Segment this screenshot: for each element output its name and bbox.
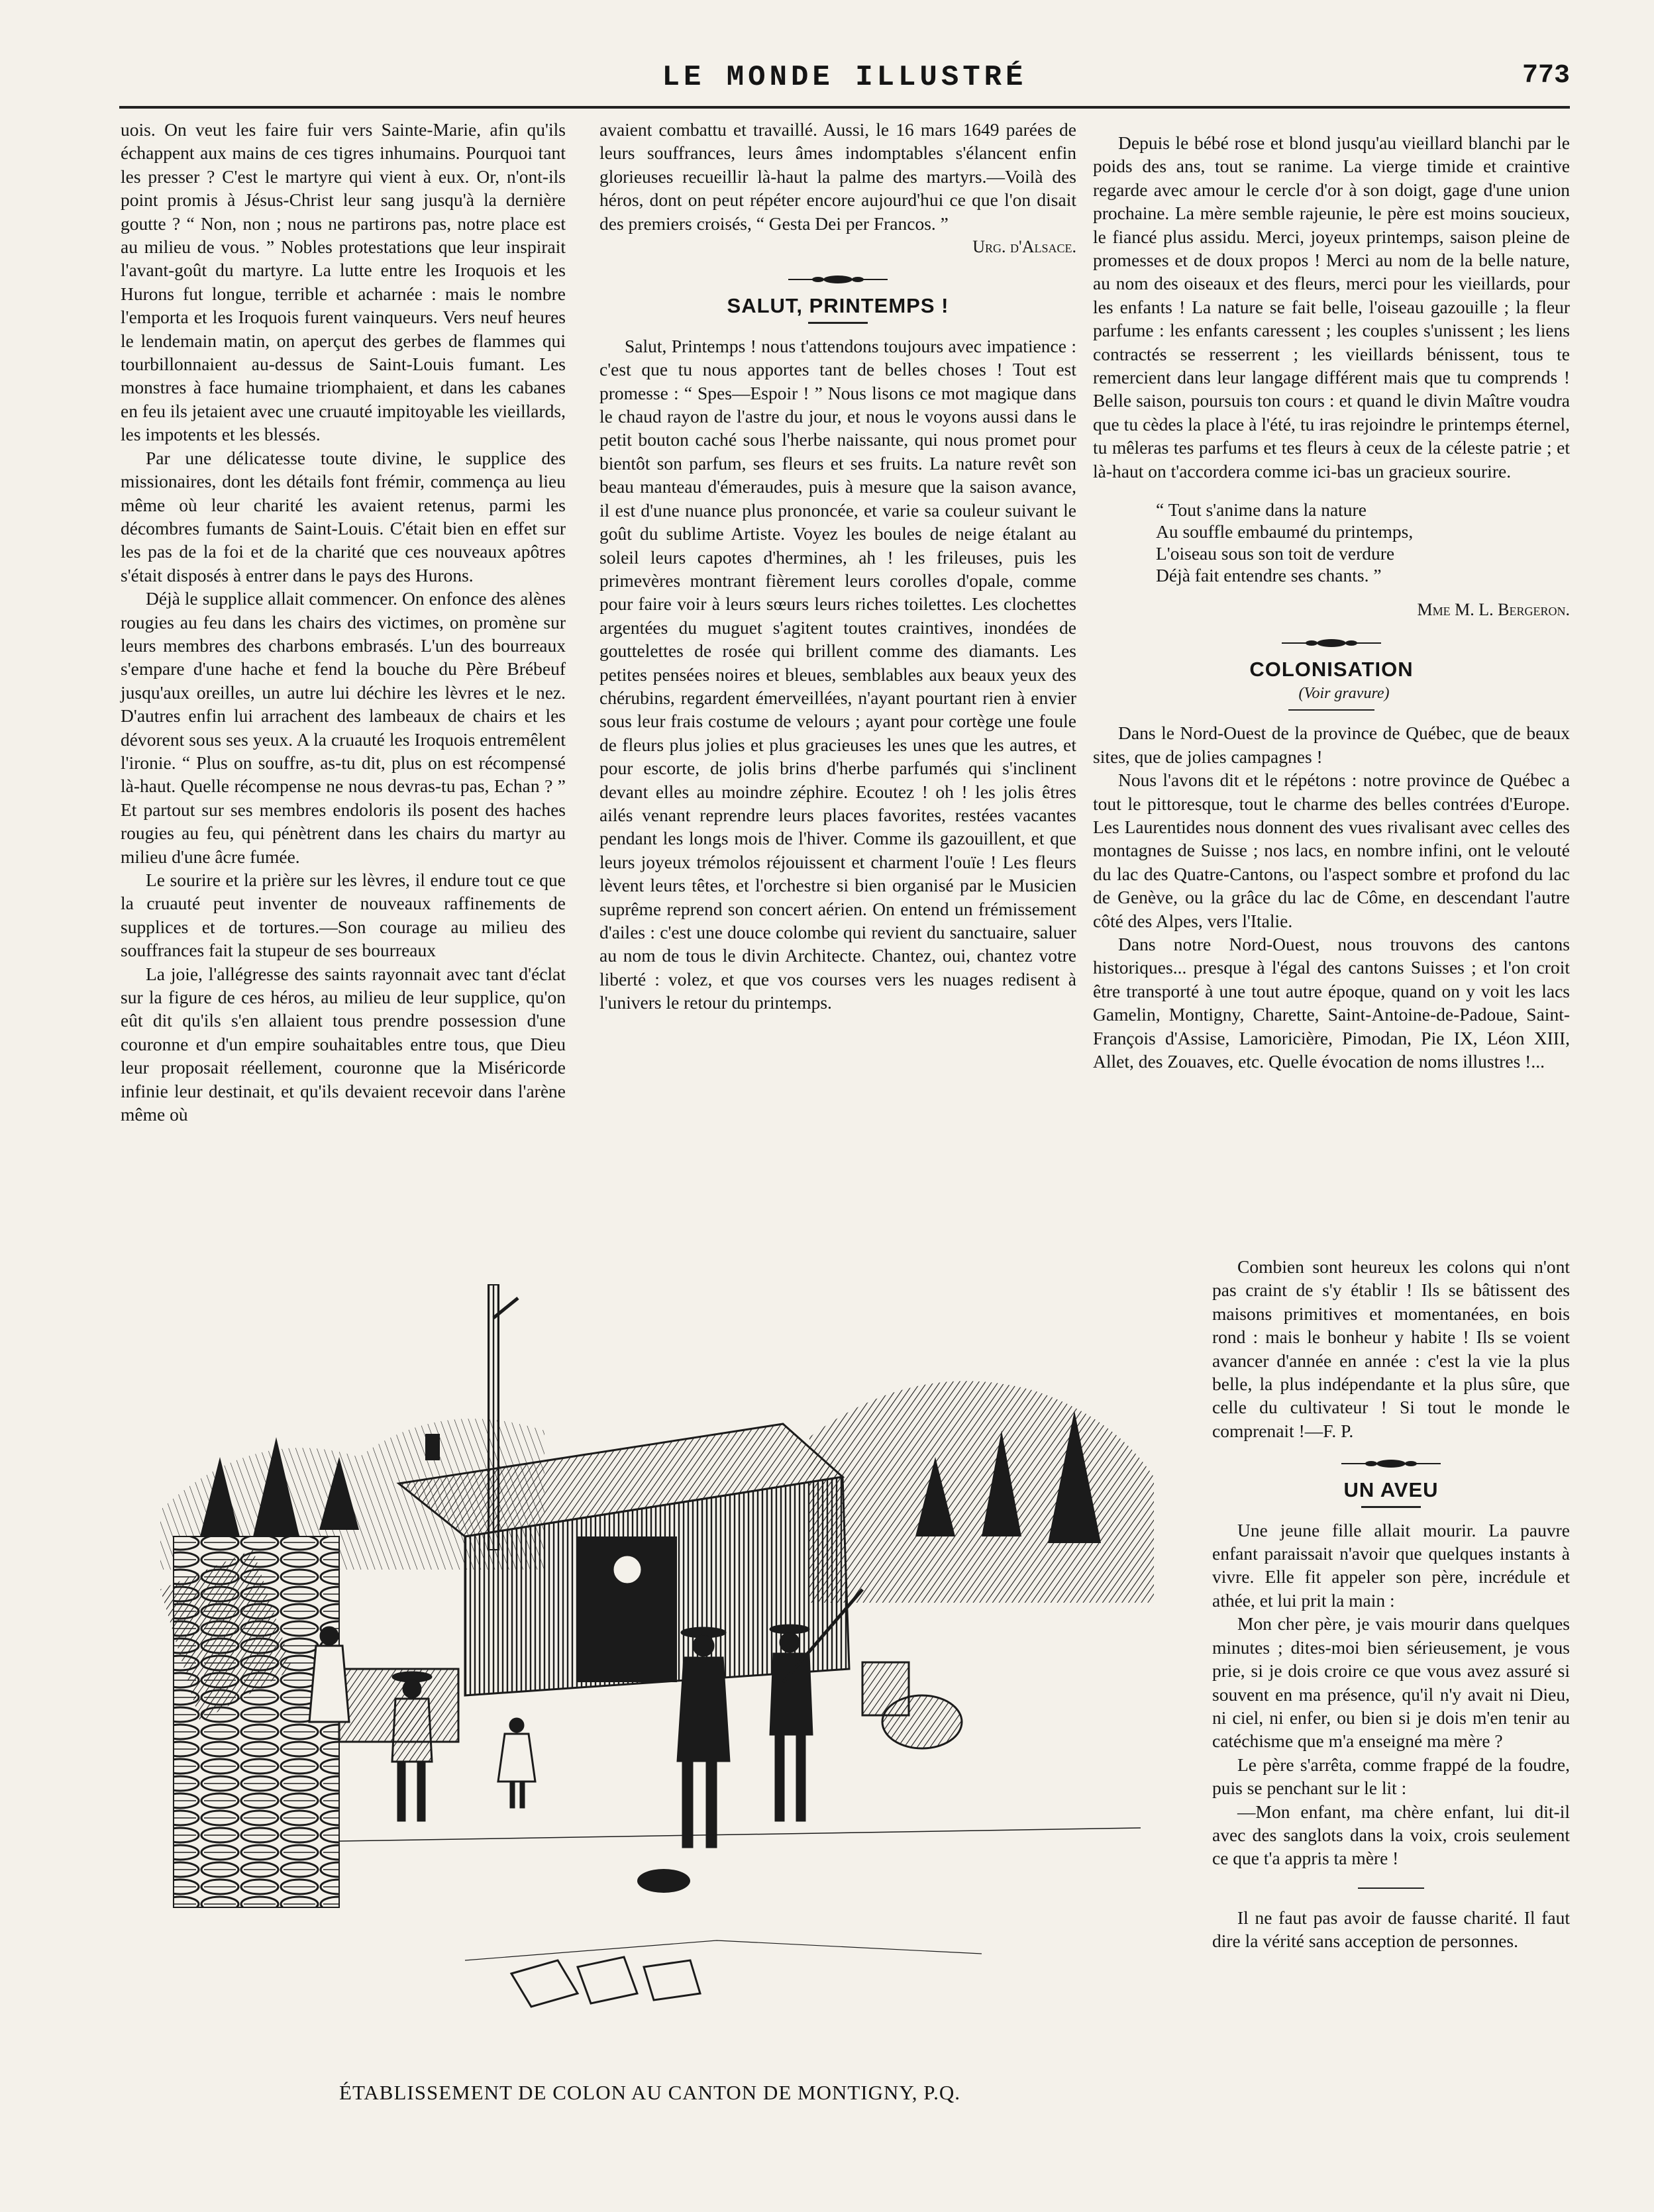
paragraph: Il ne faut pas avoir de fausse charité. Il faut dire la vérité sans acception de personnes.: [1212, 1907, 1570, 1952]
paragraph: Nous l'avons dit et le répétons : notre province de Québec a tout le pittoresque, tout le charme des belles contrées d'Europe. Les Laurentides nous donnent des vues rivalisant avec celles des montagnes de Suisse ; nos lacs, en nombre infini, ont le velouté du lac des Quatre-Cantons, ou l'aspect sombre et profond du lac de Genève, ou la grâce du lac de Côme, en descendant l'autre côté des Alpes, vers l'Italie.: [1093, 770, 1570, 931]
article-title: UN AVEU: [1343, 1478, 1439, 1502]
signature: Urg. d'Alsace.: [972, 237, 1076, 257]
paragraph: Déjà le supplice allait commencer. On enfonce des alènes rougies au feu dans les chairs des victimes, on promène sur leurs membres des charbons embrasés. L'un des bourreaux s'empare d'une hache et fend la bouche du Père Brébeuf jusqu'aux oreilles, un autre lui déchire les lèvres et le nez. D'autres enfin lui arrachent des lambeaux de chairs et les dévorent sous ses yeux. A la cruauté les Iroquois entremêlent l'ironie. “ Plus on souffre, as-tu dit, plus on est récompensé là-haut. Quelle récompense ne nous devras-tu pas, Echan ? ” Et partout sur ses membres endoloris ils posent des haches rougies au feu, qui pénètrent dans les chairs du martyr au milieu d'une âcre fumée.: [121, 588, 566, 867]
paragraph: Le sourire et la prière sur les lèvres, il endure tout ce que la cruauté peut inventer de nouveaux raffinements de supplices et de tortures.—Son courage au milieu des souffrances fait la stupeur de ses bourreaux: [121, 870, 566, 961]
column-3: [1093, 131, 1570, 1073]
plank: [511, 1960, 578, 2007]
chimney: [425, 1434, 440, 1460]
round-window: [613, 1555, 642, 1584]
paragraph: Depuis le bébé rose et blond jusqu'au vieillard blanchi par le poids des ans, tout se ranime. La vierge timide et craintive regarde avec amour le cercle d'or à son doigt, gage d'une union prochaine. La mère semble rajeunie, le père est moins soucieux, le fiancé plus assidu. Merci, joyeux printemps, saison pleine de promesses et de doux propos ! Merci au nom de la belle nature, au nom des oiseaux et des fleurs, merci pour les vieillards, pour les enfants ! La nature se fait belle, l'oiseau gazouille ; la fleur parfume : les enfants caressent ; les couples s'unissent ; les liens contractés se resserrent ; les vieillards bénissent, tous te remercient dans leur langage différent mais que tu comprends ! Belle saison, poursuis ton cours : et quand le divin Maître voudra que tu cèdes la place à l'été, tu iras rejoindre le printemps éternel, tu mêleras tes parfums et tes fleurs à ceux de la céleste patrie ; et là-haut on t'accordera comme ici-bas un gracieux sourire.: [1093, 132, 1570, 481]
masthead: [119, 60, 1570, 109]
paragraph: Une jeune fille allait mourir. La pauvre enfant paraissait n'avoir que quelques instants à vivre. Elle fit appeler son père, incrédule et athée, et lui prit la main :: [1212, 1519, 1570, 1611]
paragraph: Le père s'arrêta, comme frappé de la foudre, puis se penchant sur le lit :: [1212, 1754, 1570, 1799]
signature: Mme M. L. Bergeron.: [1417, 600, 1570, 620]
article-title: COLONISATION: [1249, 657, 1414, 681]
engraving-illustration: [121, 1258, 1179, 2046]
paragraph: Combien sont heureux les colons qui n'ont pas craint de s'y établir ! Ils se bâtissent des maisons primitives et momentanées, en bois rond : mais le bonheur y habite ! Ils se voient avancer d'année en année : c'est la vie la plus belle, la plus indépendante et la plus sûre, que celle du cultivateur ! Si tout le monde le comprenait !—F. P.: [1212, 1256, 1570, 1441]
plank: [644, 1960, 700, 2000]
plank: [578, 1957, 637, 2003]
short-rule: [1358, 1887, 1424, 1889]
column-3-lower: [1212, 1255, 1570, 1953]
poem-line: “ Tout s'anime dans la nature: [1156, 499, 1367, 521]
article-subtitle: (Voir gravure): [1298, 684, 1390, 702]
paragraph: Dans notre Nord-Ouest, nous trouvons des cantons historiques... presque à l'égal des cantons Suisses ; et l'on croit être transporté à une tout autre époque, quand on y voit les lacs Gamelin, Montigny, Charette, Saint-Antoine-de-Padoue, Saint-François d'Assise, Lamoricière, Pimodan, Pie IX, Léon XIII, Allet, des Zouaves, etc. Quelle évocation de noms illustres !...: [1093, 933, 1570, 1072]
poem-line: Déjà fait entendre ses chants. ”: [1156, 565, 1382, 586]
paragraph: avaient combattu et travaillé. Aussi, le 16 mars 1649 parées de leurs souffrances, leurs âmes indomptables s'élancent enfin glorieuses recueillir là-haut la palme des martyrs.—Voilà des héros, dont on peut répéter encore aujourd'hui ce que l'on disait des premiers croisés, “ Gesta Dei per Francos. ”: [599, 119, 1076, 234]
paragraph: —Mon enfant, ma chère enfant, lui dit-il avec des sanglots dans la voix, crois seulement ce que t'a appris ta mère !: [1212, 1801, 1570, 1869]
ornament-divider: [599, 274, 1076, 285]
paragraph: Salut, Printemps ! nous t'attendons toujours avec impatience : c'est que tu nous apportes tant de belles choses ! Tout est promesse : “ Spes—Espoir ! ” Nous lisons ce mot magique dans le chaud rayon de l'astre du jour, et nous le voyons aussi dans le petit bouton caché sous l'herbe naissante, qui nous promet pour bientôt son parfum, ses fleurs et ses fruits. La nature revêt son beau manteau d'émeraudes, puis à mesure que la saison avance, il est d'une nuance plus prononcée, et varie sa couleur suivant le goût du sublime Artiste. Voyez les boules de neige étalant au soleil leurs capotes d'hermines, ah ! les frileuses, puis les primevères montrant fièrement leurs corolles d'opale, comme pour faire voir à leurs sœurs leurs riches toilettes. Les clochettes argentées du muguet s'agitent toutes craintives, inondées de gouttelettes de rosée qui brillent comme des diamants. Les petites pensées noires et bleues, semblables aux beaux yeux des chérubins, regardent émerveillées, n'ayant pourtant rien à envier sous leur frais costume de velours ; ayant pour cortège une foule de fleurs plus jolies et plus gracieuses les unes que les autres, et pour escorte, de jolis brins d'herbe parfumés qui s'inclinent devant elles au moindre zéphire. Ecoutez ! oh ! les jolis êtres ailés venant reprendre leurs places favorites, restées vacantes pendant les longs mois de l'hiver. Comme ils gazouillent, et que leurs joyeux trémolos réjouissent et charment l'ouïe ! Les fleurs lèvent leurs têtes, et l'orchestre si bien organisé par le Musicien suprême reprend son concert aérien. On entend un frémissement d'ailes : c'est une douce colombe qui revient du sanctuaire, saluer au nom de tous le divin Architecte. Chantez, oui, chantez votre liberté : volez, et que vos courses vers les nuages redisent à l'univers le retour du printemps.: [599, 335, 1076, 1013]
paragraph: uois. On veut les faire fuir vers Sainte-Marie, afin qu'ils échappent aux mains de ces tigres inhumains. Pourquoi tant les presser ? C'est le martyre qui vient à eux. Or, n'ont-ils point promis à Jésus-Christ leur sang jusqu'à la dernière goutte ? “ Non, non ; nous ne partirons pas, notre place est au milieu de vous. ” Nobles protestations que leur inspirait l'avant-goût du martyre. La lutte entre les Iroquois et les Hurons fut longue, terrible et acharnée : mais le nombre l'emporta et les Iroquois furent vainqueurs. Vers neuf heures le lendemain matin, on aperçut des gerbes de flammes qui tourbillonnaient au-dessus de Saint-Louis fumant. Les monstres à face humaine triomphaient, et dans les cabanes en feu ils jetaient avec une cruauté impitoyable les vieillards, les impotents et les blessés.: [121, 119, 566, 445]
column-2: [599, 118, 1076, 1015]
article-title: SALUT, PRINTEMPS !: [727, 294, 949, 318]
title-rule: [808, 322, 868, 324]
stump: [882, 1695, 962, 1748]
poem: [1156, 499, 1570, 586]
column-1: [121, 118, 566, 1126]
poem-line: Au souffle embaumé du printemps,: [1156, 521, 1414, 542]
ornament-divider: [1212, 1458, 1570, 1469]
ornament-divider: [1093, 638, 1570, 648]
newspaper-title: LE MONDE ILLUSTRÉ: [662, 61, 1027, 94]
page-number: 773: [1522, 61, 1570, 91]
illustration-caption: ÉTABLISSEMENT DE COLON AU CANTON DE MONTIGNY, P.Q.: [339, 2081, 960, 2104]
stump: [637, 1869, 690, 1893]
forest-hill: [809, 1381, 1154, 1603]
title-rule: [1288, 709, 1374, 711]
paragraph: Mon cher père, je vais mourir dans quelques minutes ; dites-moi bien sérieusement, je vous prie, si je dois croire ce que vous avez assuré si souvent en ma présence, qu'il n'y avait ni Dieu, ni ciel, ni enfer, ou bien si je dois m'en tenir au catéchisme que m'a enseigné ma mère ?: [1212, 1613, 1570, 1752]
paragraph: Dans le Nord-Ouest de la province de Québec, que de beaux sites, que de jolies campagnes !: [1093, 723, 1570, 767]
poem-line: L'oiseau sous son toit de verdure: [1156, 543, 1395, 564]
paragraph: Par une délicatesse toute divine, le supplice des missionaires, dont les détails font frémir, commença au lieu même où leur charité les avaient retenus, parmi les décombres fumants de Saint-Louis. C'était bien en effet sur les pas de la foi et de la charité que ces nouveaux apôtres s'était disposés à entrer dans le pays des Hurons.: [121, 447, 566, 585]
title-rule: [1361, 1506, 1421, 1508]
paragraph: La joie, l'allégresse des saints rayonnait avec tant d'éclat sur la figure de ces héros, au milieu de leur supplice, qu'on eût dit qu'ils s'en allaient tous prendre possession d'une couronne et d'un empire souhaitables entre tous, que Dieu leur proposait réellement, couronne que la Miséricorde infinie leur destinait, et qu'ils devaient recevoir dans l'arène même où: [121, 963, 566, 1125]
